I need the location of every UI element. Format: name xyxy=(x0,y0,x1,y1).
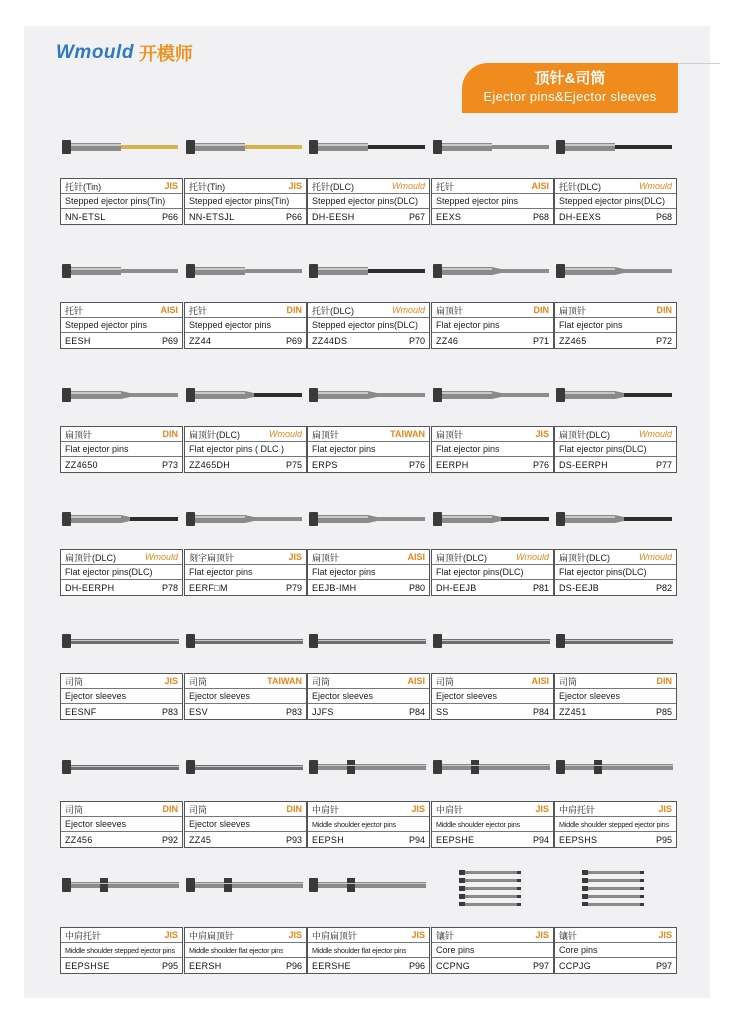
product-name-en: Core pins xyxy=(436,945,475,955)
standard-badge: JIS xyxy=(164,181,178,191)
product-name-cn: 扁顶针 xyxy=(312,429,340,440)
standard-badge: AISI xyxy=(407,552,425,562)
product-code: DH-EESH xyxy=(312,211,355,222)
product-name-en: Middle shoulder stepped ejector pins xyxy=(559,819,669,829)
product-name-en: Middle shoulder flat ejector pins xyxy=(189,945,284,955)
product-card[interactable] xyxy=(60,549,183,596)
page-reference[interactable]: P71 xyxy=(532,335,549,346)
product-image xyxy=(60,866,180,906)
page-reference[interactable]: P70 xyxy=(408,335,425,346)
product-card[interactable] xyxy=(60,302,183,349)
page-reference[interactable]: P83 xyxy=(285,706,302,717)
product-name-cn: 扁顶针(DLC) xyxy=(559,429,610,440)
product-card[interactable] xyxy=(554,673,677,720)
standard-badge: DIN xyxy=(162,804,178,814)
product-code: EEPSHSE xyxy=(65,960,110,971)
product-card[interactable] xyxy=(554,178,677,225)
product-name-en: Flat ejector pins(DLC) xyxy=(436,567,524,577)
product-card[interactable] xyxy=(431,178,554,225)
product-name-cn: 中肩针 xyxy=(312,804,340,815)
product-name-cn: 扁顶针 xyxy=(436,429,464,440)
standard-badge: JIS xyxy=(288,930,302,940)
product-name-cn: 中肩托针 xyxy=(65,930,102,941)
standard-badge: Wmould xyxy=(638,429,672,439)
product-name-en: Flat ejector pins(DLC) xyxy=(559,567,647,577)
page-reference[interactable]: P79 xyxy=(285,582,302,593)
product-card[interactable] xyxy=(307,549,430,596)
page-reference[interactable]: P68 xyxy=(655,211,672,222)
product-name-cn: 司筒 xyxy=(65,676,84,687)
product-code: ZZ456 xyxy=(65,834,93,845)
product-name-cn: 司筒 xyxy=(312,676,331,687)
standard-badge: DIN xyxy=(162,429,178,439)
product-name-en: Middle shoulder ejector pins xyxy=(312,819,396,829)
product-name-cn: 中肩扁顶针 xyxy=(312,930,358,941)
standard-badge: JIS xyxy=(288,552,302,562)
product-code: EEJB-IMH xyxy=(312,582,357,593)
product-card[interactable] xyxy=(307,302,430,349)
product-card[interactable] xyxy=(307,426,430,473)
product-name-en: Flat ejector pins(DLC) xyxy=(65,567,153,577)
product-card[interactable] xyxy=(307,178,430,225)
product-image xyxy=(431,622,551,662)
page-reference[interactable]: P72 xyxy=(655,335,672,346)
product-name-en: Stepped ejector pins(DLC) xyxy=(312,320,419,330)
product-code: EERSH xyxy=(189,960,222,971)
standard-badge: Wmould xyxy=(144,552,178,562)
page-reference[interactable]: P96 xyxy=(285,960,302,971)
page-reference[interactable]: P84 xyxy=(532,706,549,717)
page-reference[interactable]: P68 xyxy=(532,211,549,222)
product-card[interactable] xyxy=(184,927,307,974)
product-image xyxy=(307,376,427,416)
product-name-cn: 扁顶针 xyxy=(312,552,340,563)
page-reference[interactable]: P84 xyxy=(408,706,425,717)
standard-badge: Wmould xyxy=(268,429,302,439)
standard-badge: AISI xyxy=(407,676,425,686)
standard-badge: AISI xyxy=(531,181,549,191)
product-name-cn: 司筒 xyxy=(189,676,208,687)
product-card[interactable] xyxy=(307,801,430,848)
product-name-cn: 托针(DLC) xyxy=(312,305,354,316)
product-card[interactable] xyxy=(60,673,183,720)
product-name-en: Ejector sleeves xyxy=(65,691,127,701)
product-code: NN-ETSL xyxy=(65,211,106,222)
product-image xyxy=(554,748,674,788)
product-name-cn: 刻字扁顶针 xyxy=(189,552,235,563)
product-code: EEXS xyxy=(436,211,462,222)
standard-badge: JIS xyxy=(288,181,302,191)
product-image xyxy=(307,748,427,788)
product-image xyxy=(307,622,427,662)
brand-name-cn: 开模师 xyxy=(138,44,193,64)
product-image xyxy=(307,252,427,292)
product-code: ZZ44 xyxy=(189,335,212,346)
standard-badge: Wmould xyxy=(515,552,549,562)
brand-name-en: Wmould xyxy=(56,42,134,63)
page-reference[interactable]: P95 xyxy=(655,834,672,845)
page-reference[interactable]: P97 xyxy=(655,960,672,971)
product-code: DH-EERPH xyxy=(65,582,115,593)
product-name-cn: 扁顶针(DLC) xyxy=(436,552,487,563)
product-name-cn: 扁顶针(DLC) xyxy=(65,552,116,563)
product-name-en: Flat ejector pins xyxy=(559,320,623,330)
product-name-en: Stepped ejector pins(DLC) xyxy=(312,196,419,206)
product-name-en: Flat ejector pins(DLC) xyxy=(559,444,647,454)
product-card[interactable] xyxy=(184,302,307,349)
page-reference[interactable]: P73 xyxy=(161,459,178,470)
product-image xyxy=(307,128,427,168)
product-card[interactable] xyxy=(60,801,183,848)
product-image xyxy=(554,128,674,168)
product-code: EERPH xyxy=(436,459,469,470)
product-code: JJFS xyxy=(312,706,334,717)
product-name-en: Ejector sleeves xyxy=(312,691,374,701)
product-name-en: Flat ejector pins xyxy=(436,320,500,330)
product-image xyxy=(60,252,180,292)
product-name-en: Flat ejector pins xyxy=(65,444,129,454)
section-banner xyxy=(462,63,678,113)
product-card[interactable] xyxy=(431,927,554,974)
product-image xyxy=(60,376,180,416)
product-card[interactable] xyxy=(554,927,677,974)
standard-badge: JIS xyxy=(535,804,549,814)
product-name-en: Stepped ejector pins xyxy=(189,320,272,330)
product-name-en: Flat ejector pins xyxy=(436,444,500,454)
standard-badge: Wmould xyxy=(391,181,425,191)
product-name-cn: 中肩扁顶针 xyxy=(189,930,235,941)
product-card[interactable] xyxy=(431,302,554,349)
page-reference[interactable]: P81 xyxy=(532,582,549,593)
product-image xyxy=(431,128,551,168)
product-code: EEPSHS xyxy=(559,834,598,845)
standard-badge: DIN xyxy=(286,804,302,814)
product-card[interactable] xyxy=(431,801,554,848)
product-name-cn: 托针(Tin) xyxy=(189,181,226,192)
product-image xyxy=(431,866,551,906)
product-card[interactable] xyxy=(431,673,554,720)
product-code: CCPNG xyxy=(436,960,471,971)
standard-badge: Wmould xyxy=(638,552,672,562)
page-reference[interactable]: P85 xyxy=(655,706,672,717)
product-image xyxy=(431,500,551,540)
product-name-en: Middle shoulder ejector pins xyxy=(436,819,520,829)
standard-badge: AISI xyxy=(531,676,549,686)
page-reference[interactable]: P94 xyxy=(532,834,549,845)
product-card[interactable] xyxy=(60,178,183,225)
brand-logo xyxy=(56,42,193,64)
standard-badge: JIS xyxy=(164,676,178,686)
product-name-en: Stepped ejector pins(DLC) xyxy=(559,196,666,206)
product-code: ZZ45 xyxy=(189,834,212,845)
product-code: EESNF xyxy=(65,706,97,717)
page-reference[interactable]: P76 xyxy=(408,459,425,470)
product-image xyxy=(307,500,427,540)
product-name-en: Core pins xyxy=(559,945,598,955)
page-reference[interactable]: P66 xyxy=(285,211,302,222)
product-code: ZZ465DH xyxy=(189,459,231,470)
product-name-cn: 镶针 xyxy=(436,930,455,941)
product-code: ZZ4650 xyxy=(65,459,98,470)
page-reference[interactable]: P67 xyxy=(408,211,425,222)
product-name-cn: 托针 xyxy=(436,181,455,192)
product-code: ZZ46 xyxy=(436,335,459,346)
standard-badge: TAIWAN xyxy=(267,676,302,686)
standard-badge: AISI xyxy=(160,305,178,315)
product-card[interactable] xyxy=(184,801,307,848)
product-image xyxy=(184,252,304,292)
banner-title-cn: 顶针&司筒 xyxy=(534,70,606,87)
page-reference[interactable]: P75 xyxy=(285,459,302,470)
product-image xyxy=(431,252,551,292)
page-reference[interactable]: P80 xyxy=(408,582,425,593)
product-card[interactable] xyxy=(554,801,677,848)
product-code: ERPS xyxy=(312,459,338,470)
product-name-cn: 托针(DLC) xyxy=(559,181,601,192)
product-name-cn: 扁顶针 xyxy=(436,305,464,316)
product-code: EERSHE xyxy=(312,960,351,971)
product-code: EEPSHE xyxy=(436,834,475,845)
product-card[interactable] xyxy=(184,178,307,225)
product-name-cn: 镶针 xyxy=(559,930,578,941)
standard-badge: JIS xyxy=(411,804,425,814)
product-code: NN-ETSJL xyxy=(189,211,235,222)
page-reference[interactable]: P78 xyxy=(161,582,178,593)
standard-badge: JIS xyxy=(164,930,178,940)
page-reference[interactable]: P69 xyxy=(285,335,302,346)
product-image xyxy=(184,866,304,906)
product-image xyxy=(554,252,674,292)
product-code: SS xyxy=(436,706,449,717)
standard-badge: JIS xyxy=(535,930,549,940)
page-reference[interactable]: P92 xyxy=(161,834,178,845)
product-code: EESH xyxy=(65,335,91,346)
product-code: ZZ465 xyxy=(559,335,587,346)
product-card[interactable] xyxy=(184,426,307,473)
product-name-cn: 托针 xyxy=(189,305,208,316)
standard-badge: Wmould xyxy=(391,305,425,315)
page-reference[interactable]: P94 xyxy=(408,834,425,845)
product-image xyxy=(60,128,180,168)
product-card[interactable] xyxy=(431,549,554,596)
standard-badge: JIS xyxy=(411,930,425,940)
product-image xyxy=(60,622,180,662)
standard-badge: JIS xyxy=(535,429,549,439)
product-name-en: Ejector sleeves xyxy=(189,691,251,701)
product-name-en: Stepped ejector pins(Tin) xyxy=(189,196,290,206)
standard-badge: JIS xyxy=(658,804,672,814)
product-name-cn: 司筒 xyxy=(436,676,455,687)
standard-badge: DIN xyxy=(533,305,549,315)
product-name-cn: 扁顶针 xyxy=(65,429,93,440)
page-reference[interactable]: P96 xyxy=(408,960,425,971)
product-name-cn: 托针(Tin) xyxy=(65,181,102,192)
product-code: ZZ451 xyxy=(559,706,587,717)
product-name-en: Flat ejector pins xyxy=(189,567,253,577)
product-name-cn: 托针 xyxy=(65,305,84,316)
product-name-en: Flat ejector pins ( DLC ) xyxy=(189,444,285,454)
product-image xyxy=(554,500,674,540)
standard-badge: Wmould xyxy=(638,181,672,191)
product-code: DH-EEXS xyxy=(559,211,602,222)
product-name-en: Middle shoulder flat ejector pins xyxy=(312,945,407,955)
product-name-cn: 扁顶针 xyxy=(559,305,587,316)
standard-badge: JIS xyxy=(658,930,672,940)
product-name-cn: 中肩针 xyxy=(436,804,464,815)
product-name-en: Ejector sleeves xyxy=(559,691,621,701)
product-image xyxy=(554,866,674,906)
product-card[interactable] xyxy=(184,549,307,596)
product-name-cn: 司筒 xyxy=(189,804,208,815)
product-name-cn: 司筒 xyxy=(65,804,84,815)
product-name-cn: 司筒 xyxy=(559,676,578,687)
page-reference[interactable]: P97 xyxy=(532,960,549,971)
product-name-en: Flat ejector pins xyxy=(312,444,376,454)
product-name-cn: 扁顶针(DLC) xyxy=(559,552,610,563)
product-name-en: Middle shoulder stepped ejector pins xyxy=(65,945,175,955)
page-reference[interactable]: P76 xyxy=(532,459,549,470)
product-card[interactable] xyxy=(60,426,183,473)
product-card[interactable] xyxy=(307,927,430,974)
product-name-en: Stepped ejector pins xyxy=(436,196,519,206)
product-name-en: Ejector sleeves xyxy=(436,691,498,701)
standard-badge: DIN xyxy=(656,305,672,315)
product-image xyxy=(60,748,180,788)
product-code: EERF□M xyxy=(189,582,228,593)
product-name-cn: 托针(DLC) xyxy=(312,181,354,192)
product-code: DH-EEJB xyxy=(436,582,477,593)
product-image xyxy=(554,376,674,416)
product-code: DS-EEJB xyxy=(559,582,600,593)
product-image xyxy=(184,128,304,168)
product-card[interactable] xyxy=(554,549,677,596)
product-image xyxy=(554,622,674,662)
product-card[interactable] xyxy=(554,426,677,473)
product-image xyxy=(184,500,304,540)
product-card[interactable] xyxy=(554,302,677,349)
product-name-en: Stepped ejector pins xyxy=(65,320,148,330)
standard-badge: DIN xyxy=(286,305,302,315)
page-reference[interactable]: P77 xyxy=(655,459,672,470)
product-image xyxy=(431,748,551,788)
product-image xyxy=(184,376,304,416)
product-card[interactable] xyxy=(184,673,307,720)
standard-badge: DIN xyxy=(656,676,672,686)
product-name-en: Stepped ejector pins(Tin) xyxy=(65,196,166,206)
product-card[interactable] xyxy=(60,927,183,974)
page-reference[interactable]: P66 xyxy=(161,211,178,222)
product-image xyxy=(431,376,551,416)
page-reference[interactable]: P83 xyxy=(161,706,178,717)
product-name-cn: 中肩托针 xyxy=(559,804,596,815)
product-code: ESV xyxy=(189,706,208,717)
product-code: EEPSH xyxy=(312,834,345,845)
banner-title-en: Ejector pins&Ejector sleeves xyxy=(483,89,657,104)
standard-badge: TAIWAN xyxy=(390,429,425,439)
product-code: ZZ44DS xyxy=(312,335,348,346)
page-reference[interactable]: P95 xyxy=(161,960,178,971)
page-reference[interactable]: P82 xyxy=(655,582,672,593)
product-image xyxy=(184,622,304,662)
product-image xyxy=(307,866,427,906)
product-name-en: Ejector sleeves xyxy=(65,819,127,829)
product-name-en: Flat ejector pins xyxy=(312,567,376,577)
product-image xyxy=(184,748,304,788)
page-reference[interactable]: P69 xyxy=(161,335,178,346)
product-name-cn: 扁顶针(DLC) xyxy=(189,429,240,440)
product-card[interactable] xyxy=(431,426,554,473)
product-code: DS-EERPH xyxy=(559,459,608,470)
product-card[interactable] xyxy=(307,673,430,720)
page-reference[interactable]: P93 xyxy=(285,834,302,845)
product-name-en: Ejector sleeves xyxy=(189,819,251,829)
product-code: CCPJG xyxy=(559,960,592,971)
product-image xyxy=(60,500,180,540)
